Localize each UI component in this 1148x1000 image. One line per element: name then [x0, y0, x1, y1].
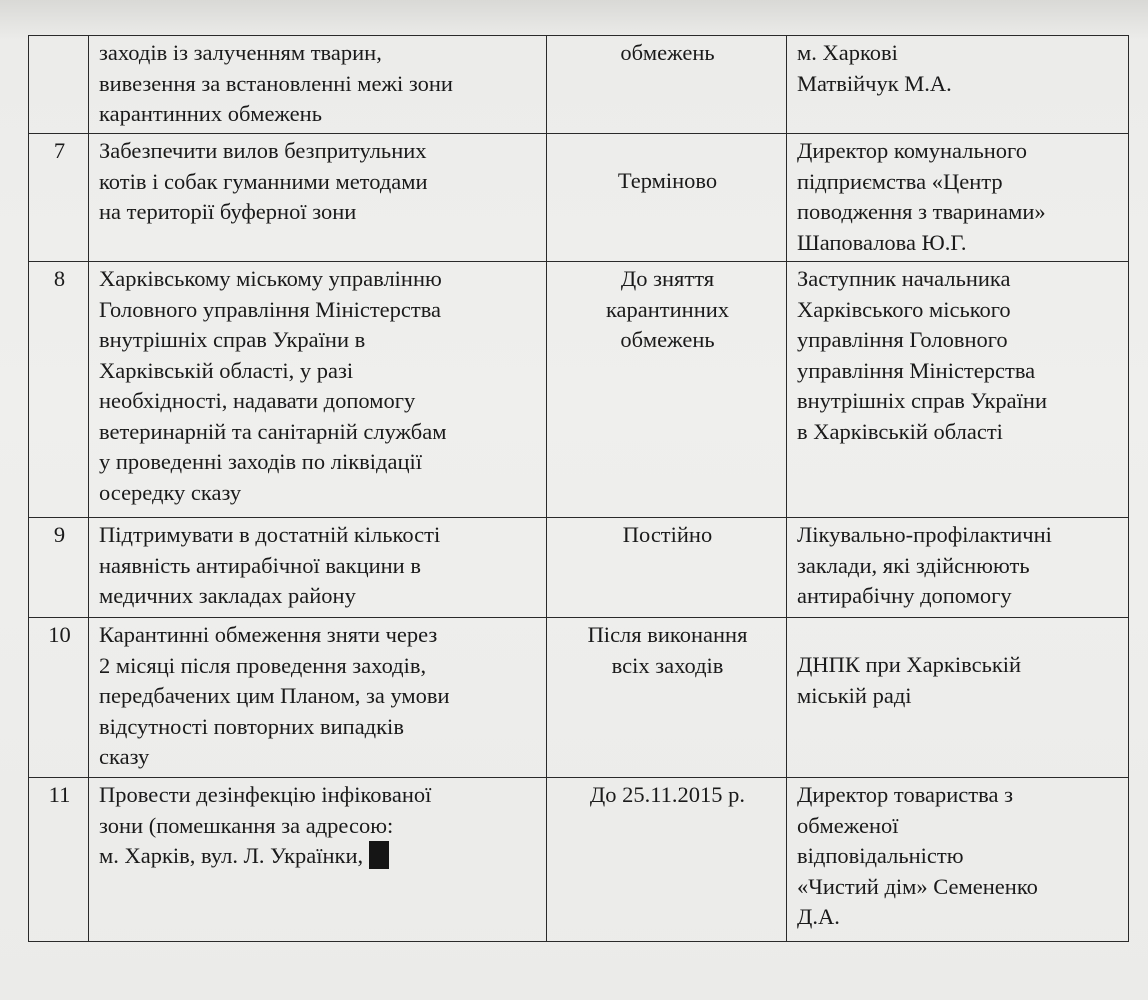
task-cell: Підтримувати в достатній кількості наявність антирабічної вакцини в медичних закладах району [89, 518, 547, 618]
responsible-cell: Директор товариства з обмеженої відповідальністю «Чистий дім» Семененко Д.А. [787, 778, 1129, 942]
task-cell: Провести дезінфекцію інфікованої зони (помешкання за адресою: м. Харків, вул. Л. Українки, [89, 778, 547, 942]
term-cell: До 25.11.2015 р. [547, 778, 787, 942]
responsible-cell: Заступник начальника Харківського міського управління Головного управління Міністерства внутрішніх справ України в Харківській області [787, 262, 1129, 518]
table-row [29, 778, 1129, 942]
action-plan-table [28, 35, 1129, 942]
table-row [29, 618, 1129, 778]
redaction-block [369, 841, 389, 869]
responsible-cell: Лікувально-профілактичні заклади, які здійснюють антирабічну допомогу [787, 518, 1129, 618]
row-number: 8 [29, 262, 89, 518]
term-cell: Після виконання всіх заходів [547, 618, 787, 778]
task-cell: Харківському міському управлінню Головного управління Міністерства внутрішніх справ України в Харківській області, у разі необхідності, надавати допомогу ветеринарній та санітарній службам у проведенні заходів по ліквідації осередку сказу [89, 262, 547, 518]
task-cell: Забезпечити вилов безпритульних котів і собак гуманними методами на території буферної зони [89, 134, 547, 262]
responsible-cell: ДНПК при Харківській міській раді [787, 618, 1129, 778]
term-cell: Постійно [547, 518, 787, 618]
row-number [29, 36, 89, 134]
task-cell: Карантинні обмеження зняти через 2 місяці після проведення заходів, передбачених цим Планом, за умови відсутності повторних випадків сказу [89, 618, 547, 778]
row-number: 7 [29, 134, 89, 262]
term-cell: До зняття карантинних обмежень [547, 262, 787, 518]
task-cell: заходів із залученням тварин, вивезення за встановленні межі зони карантинних обмежень [89, 36, 547, 134]
table-row [29, 262, 1129, 518]
row-number: 11 [29, 778, 89, 942]
responsible-cell: м. Харкові Матвійчук М.А. [787, 36, 1129, 134]
term-cell: обмежень [547, 36, 787, 134]
table-row [29, 518, 1129, 618]
row-number: 10 [29, 618, 89, 778]
responsible-cell: Директор комунального підприємства «Центр поводження з тваринами» Шаповалова Ю.Г. [787, 134, 1129, 262]
table-row [29, 36, 1129, 134]
row-number: 9 [29, 518, 89, 618]
term-cell: Терміново [547, 134, 787, 262]
table-row [29, 134, 1129, 262]
